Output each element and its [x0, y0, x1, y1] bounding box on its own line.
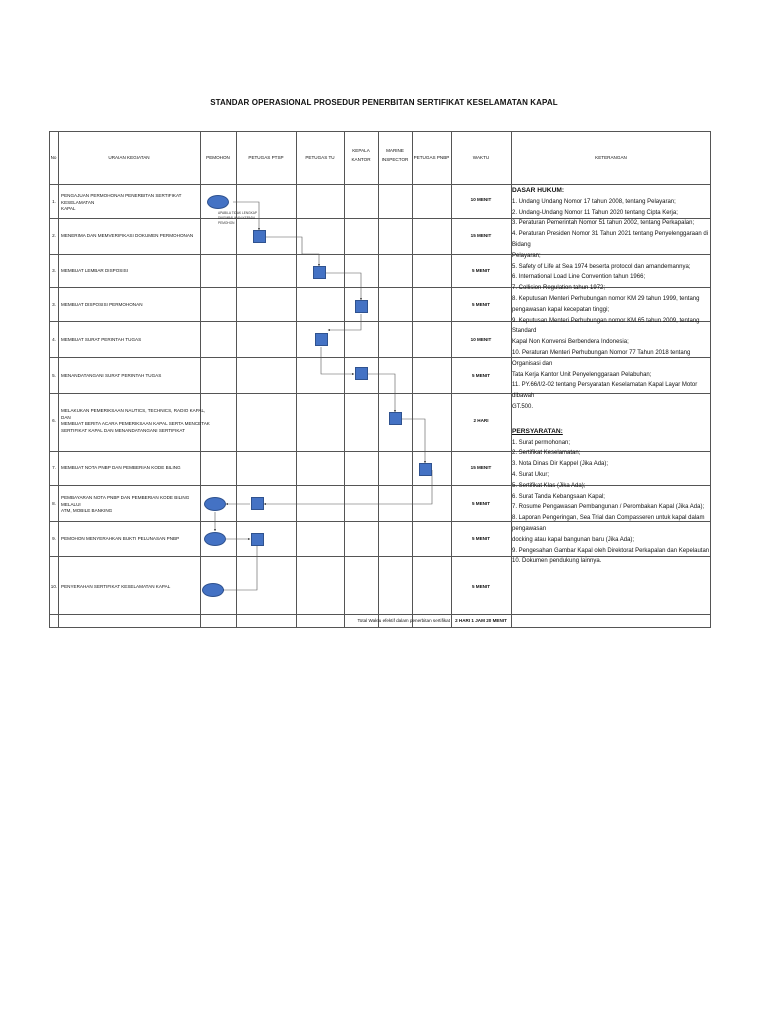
dasar-hukum-item: 11. PY.66/I/2-02 tentang Persyaratan Keselamatan Kapal Layar Motor dibawah: [512, 382, 698, 400]
process-box-marine: [389, 412, 402, 425]
persyaratan-item: 3. Nota Dinas Dir Kappel (Jika Ada);: [512, 461, 609, 468]
row-number: 6.: [52, 418, 56, 423]
dasar-hukum-item: 2. Undang-Undang Nomor 11 Tahun 2020 tentang Cipta Kerja;: [512, 209, 678, 216]
flow-arrow: [266, 237, 319, 266]
header-ptsp: PETUGAS PTSP: [248, 155, 284, 160]
header-marine-line2: INSPECTOR: [381, 157, 409, 162]
header-kepala-line2: KANTOR: [351, 157, 371, 162]
flow-note-line: PEMOHON: [218, 221, 235, 225]
persyaratan-item: 9. Pengesahan Gambar Kapal oleh Direktorat Perkapalan dan Kepelautan: [512, 547, 710, 554]
process-box-tu: [313, 266, 326, 279]
flow-arrow: [368, 374, 395, 412]
header-kepala-line1: KEPALA: [352, 148, 370, 153]
process-oval-pemohon: [204, 532, 226, 546]
dasar-hukum-list: [512, 197, 710, 413]
flow-arrow: [326, 273, 361, 300]
process-box-ptsp: [251, 497, 264, 510]
row-task: MEMBUAT SURAT PERINTAH TUGAS: [61, 337, 142, 342]
total-time-label: Total Waktu efektif dalam penerbitan sertifikat: [357, 618, 450, 623]
process-box-kepala: [355, 367, 368, 380]
dasar-hukum-item: 4. Peraturan Presiden Nomor 31 Tahun 2021 tentang Penyelenggaraan di Bidang: [512, 231, 709, 248]
dasar-hukum-item: 9. Keputusan Menteri Perhubungan nomor KM.65 tahun 2009, tentang Standard: [512, 317, 700, 335]
row-task: PEMOHON MENYERAHKAN BUKTI PELUNASAN PNBP: [61, 536, 180, 541]
dasar-hukum-item: 6. International Load Line Convention tahun 1966;: [512, 274, 646, 281]
row-number: 2.: [52, 233, 56, 238]
keterangan-panel: [512, 186, 710, 567]
dasar-hukum-title: DASAR HUKUM:: [512, 187, 565, 194]
row-number: 4.: [52, 337, 56, 342]
persyaratan-item: 7. Rosume Pengawasan Pembangunan / Perombakan Kapal (Jika Ada);: [512, 504, 705, 511]
end-oval-pemohon: [202, 583, 224, 597]
row-duration: 5 MENIT: [471, 268, 491, 273]
start-oval-pemohon: [207, 195, 229, 209]
dasar-hukum-item: 3. Peraturan Pemerintah Nomor 51 tahun 2002, tentang Perkapalan;: [512, 220, 695, 227]
row-task-line: MELAKUKAN PEMERIKSAAN NAUTICS, TECHNICS, RADIO KAPAL, DAN: [61, 408, 206, 420]
row-duration: 5 MENIT: [471, 536, 491, 541]
row-number: 10.: [50, 584, 58, 589]
flow-arrow: [264, 470, 432, 504]
row-task-line: SERTIFIKAT KAPAL DAN MENANDATANGANI SERTIFIKAT: [61, 427, 185, 433]
flow-arrow: [402, 419, 425, 463]
persyaratan-item: 8. Laporan Pengeringan, Sea Trial dan Compasseren untuk kapal dalam pengawasan: [512, 515, 705, 532]
row-duration: 5 MENIT: [471, 501, 491, 506]
persyaratan-list: [512, 438, 710, 568]
header-tu: PETUGAS TU: [305, 155, 335, 160]
row-number: 1.: [52, 199, 56, 204]
row-task-line: ATM, MOBILE BANKING: [61, 508, 113, 513]
row-number: 3.: [52, 268, 56, 273]
dasar-hukum-item: 8. Keputusan Menteri Perhubungan nomor KM 29 tahun 1999, tentang: [512, 295, 700, 302]
persyaratan-item: 10. Dokumen pendukung lainnya.: [512, 558, 602, 565]
flow-note-line: DIKEMBALIKAN KEPADA: [218, 216, 256, 220]
header-marine-line1: MARINE: [386, 148, 404, 153]
row-duration: 5 MENIT: [471, 584, 491, 589]
process-box-ptsp: [251, 533, 264, 546]
process-box-pnbp: [419, 463, 432, 476]
dasar-hukum-item: Pelayaran;: [512, 252, 541, 259]
persyaratan-item: docking atau kapal bangunan baru (Jika Ada);: [512, 536, 635, 543]
header-no: No: [50, 155, 57, 160]
row-duration: 10 MENIT: [470, 337, 492, 342]
row-number: 3.: [52, 302, 56, 307]
header-keterangan: KETERANGAN: [595, 155, 627, 160]
dasar-hukum-item: 5. Safety of Life at Sea 1974 beserta protocol dan amandemannya;: [512, 263, 691, 270]
row-task-line: MEMBUAT BERITA ACARA PEMERIKSAAN KAPAL SERTA MENCETAK: [61, 421, 210, 426]
document-title: STANDAR OPERASIONAL PROSEDUR PENERBITAN SERTIFIKAT KESELAMATAN KAPAL: [210, 98, 558, 107]
flow-arrow: [222, 546, 257, 590]
row-task: MENANDATANGANI SURAT PERINTAH TUGAS: [61, 373, 162, 378]
flow-note-line: APABILA TIDAK LENGKAP: [218, 211, 258, 215]
row-task-line: KAPAL: [61, 206, 76, 211]
row-task: MENERIMA DAN MEMVERIFIKASI DOKUMEN PERMOHONAN: [61, 233, 194, 238]
persyaratan-item: 4. Surat Ukur;: [512, 471, 550, 478]
row-task: PENYERAHAN SERTIFIKAT KESELAMATAN KAPAL: [61, 584, 171, 589]
row-duration: 10 MENIT: [470, 197, 492, 202]
flow-note: [218, 211, 257, 226]
header-uraian: URAIAN KEGIATAN: [108, 155, 150, 160]
persyaratan-item: 2. Sertifikat Keselamatan;: [512, 450, 581, 457]
persyaratan-title: PERSYARATAN:: [512, 427, 563, 435]
header-pnbp: PETUGAS PNBP: [413, 155, 450, 160]
dasar-hukum-item: pengawasan kapal kecepatan tinggi;: [512, 306, 610, 313]
flow-arrow: [321, 347, 354, 374]
dasar-hukum-item: GT.500.: [512, 403, 534, 410]
persyaratan-item: 1. Surat permohonan;: [512, 439, 571, 446]
dasar-hukum-item: 7. Collision Regulation tahun 1972;: [512, 285, 606, 292]
row-task: MEMBUAT DISPOSISI PERMOHONAN: [61, 302, 143, 307]
row-number: 9.: [52, 536, 56, 541]
persyaratan-item: 5. Sertifikat Klas (Jika Ada);: [512, 482, 586, 489]
dasar-hukum-item: Kapal Non Konvensi Berbendera Indonesia;: [512, 339, 629, 346]
row-task: MEMBUAT LEMBAR DISPOSISI: [61, 268, 128, 273]
process-box-tu: [315, 333, 328, 346]
header-pemohon: PEMOHON: [206, 155, 230, 160]
row-task: MEMBUAT NOTA PNBP DAN PEMBERIAN KODE BILING: [61, 465, 181, 470]
row-duration: 2 HARI: [473, 418, 489, 423]
row-number: 5.: [52, 373, 56, 378]
row-duration: 15 MENIT: [470, 233, 492, 238]
persyaratan-item: 6. Surat Tanda Kebangsaan Kapal;: [512, 493, 605, 500]
process-box-ptsp: [253, 230, 266, 243]
row-number: 8.: [52, 501, 56, 506]
process-box-kepala: [355, 300, 368, 313]
header-waktu: WAKTU: [472, 155, 490, 160]
row-duration: 5 MENIT: [471, 302, 491, 307]
dasar-hukum-item: 1. Undang Undang Nomor 17 tahun 2008, tentang Pelayaran;: [512, 198, 676, 205]
flow-arrow: [328, 314, 361, 330]
total-time-value: 2 HARI 1 JAM 20 MENIT: [455, 618, 507, 623]
row-duration: 5 MENIT: [471, 373, 491, 378]
row-task-line: PEMBAYARAN NOTA PNBP DAN PEMBERIAN KODE BILING MELALUI: [61, 495, 190, 507]
row-duration: 15 MENIT: [470, 465, 492, 470]
process-oval-pemohon: [204, 497, 226, 511]
row-number: 7.: [52, 465, 56, 470]
dasar-hukum-item: 10. Peraturan Menteri Perhubungan Nomor 77 Tahun 2018 tentang Organisasi dan: [512, 349, 691, 367]
row-task-line: PENGAJUAN PERMOHONAN PENERBITAN SERTIFIKAT KESELAMATAN: [61, 193, 182, 205]
dasar-hukum-item: Tata Kerja Kantor Unit Penyelenggaraan Pelabuhan;: [512, 371, 652, 378]
